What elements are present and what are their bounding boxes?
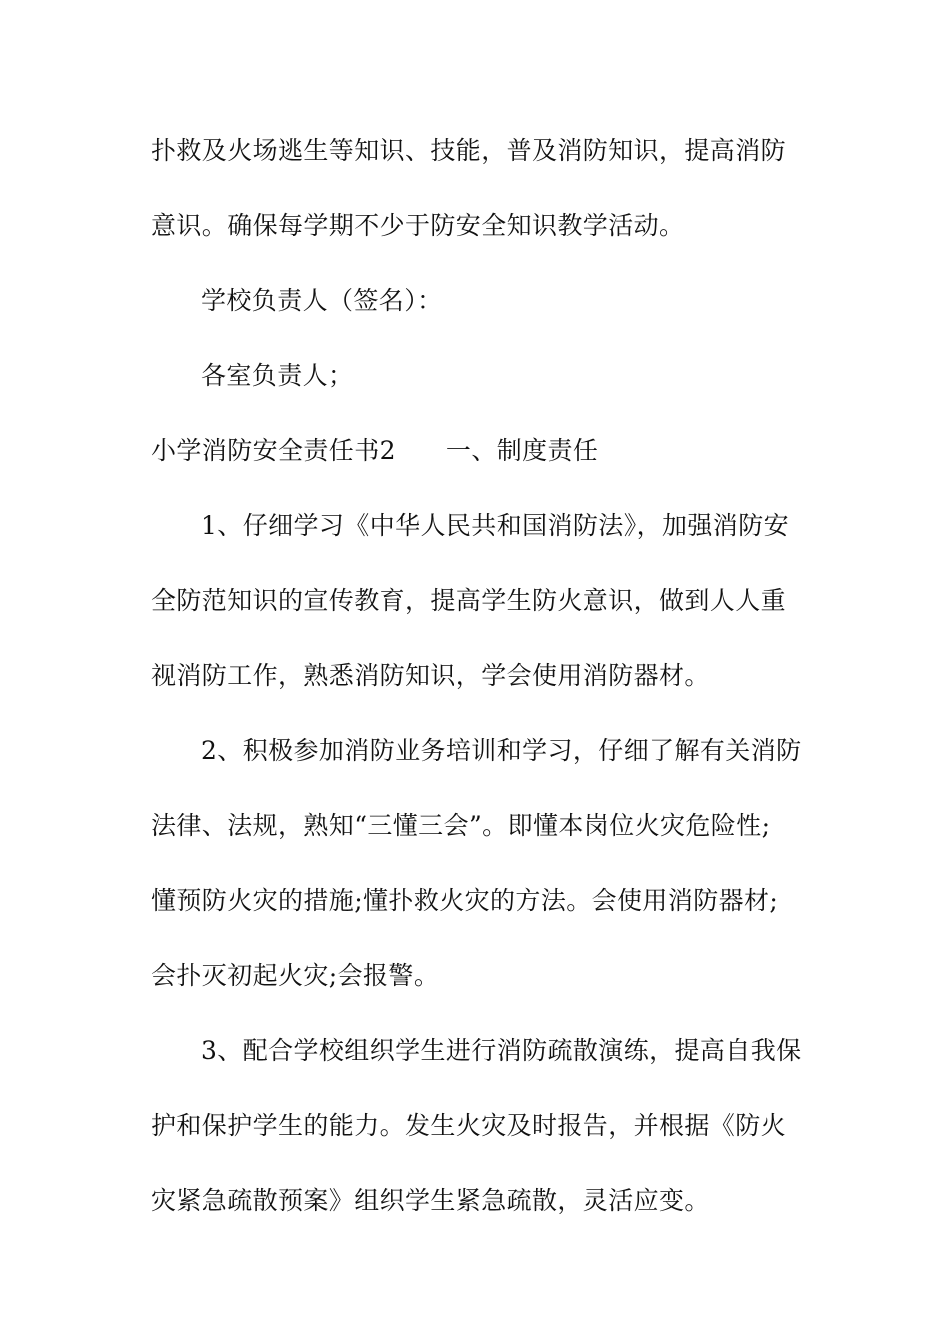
paragraph-line: 护和保护学生的能力。发生火灾及时报告，并根据《防火 [151, 1111, 787, 1140]
document-title: 小学消防安全责任书2 [151, 436, 396, 465]
section-heading: 一、制度责任 [445, 436, 599, 465]
section-heading-row [151, 435, 811, 467]
paragraph-line: 3、配合学校组织学生进行消防疏散演练，提高自我保 [201, 1036, 802, 1065]
signature-school-leader: 学校负责人（签名）： [201, 286, 443, 315]
paragraph-line: 灾紧急疏散预案》组织学生紧急疏散，灵活应变。 [151, 1186, 710, 1215]
paragraph-line: 全防范知识的宣传教育，提高学生防火意识，做到人人重 [151, 586, 787, 615]
paragraph-line: 1、仔细学习《中华人民共和国消防法》，加强消防安 [201, 511, 790, 540]
paragraph-line: 懂预防火灾的措施;懂扑救火灾的方法。会使用消防器材; [151, 886, 779, 915]
paragraph-line: 2、积极参加消防业务培训和学习，仔细了解有关消防 [201, 736, 802, 765]
paragraph-line: 法律、法规，熟知“三懂三会”。即懂本岗位火灾危险性; [151, 811, 771, 840]
paragraph-line: 会扑灭初起火灾;会报警。 [151, 961, 440, 990]
paragraph-line: 扑救及火场逃生等知识、技能，普及消防知识，提高消防 [151, 136, 787, 165]
paragraph-line: 意识。确保每学期不少于防安全知识教学活动。 [151, 211, 685, 240]
signature-room-leader: 各室负责人； [201, 361, 354, 390]
paragraph-line: 视消防工作，熟悉消防知识，学会使用消防器材。 [151, 661, 710, 690]
